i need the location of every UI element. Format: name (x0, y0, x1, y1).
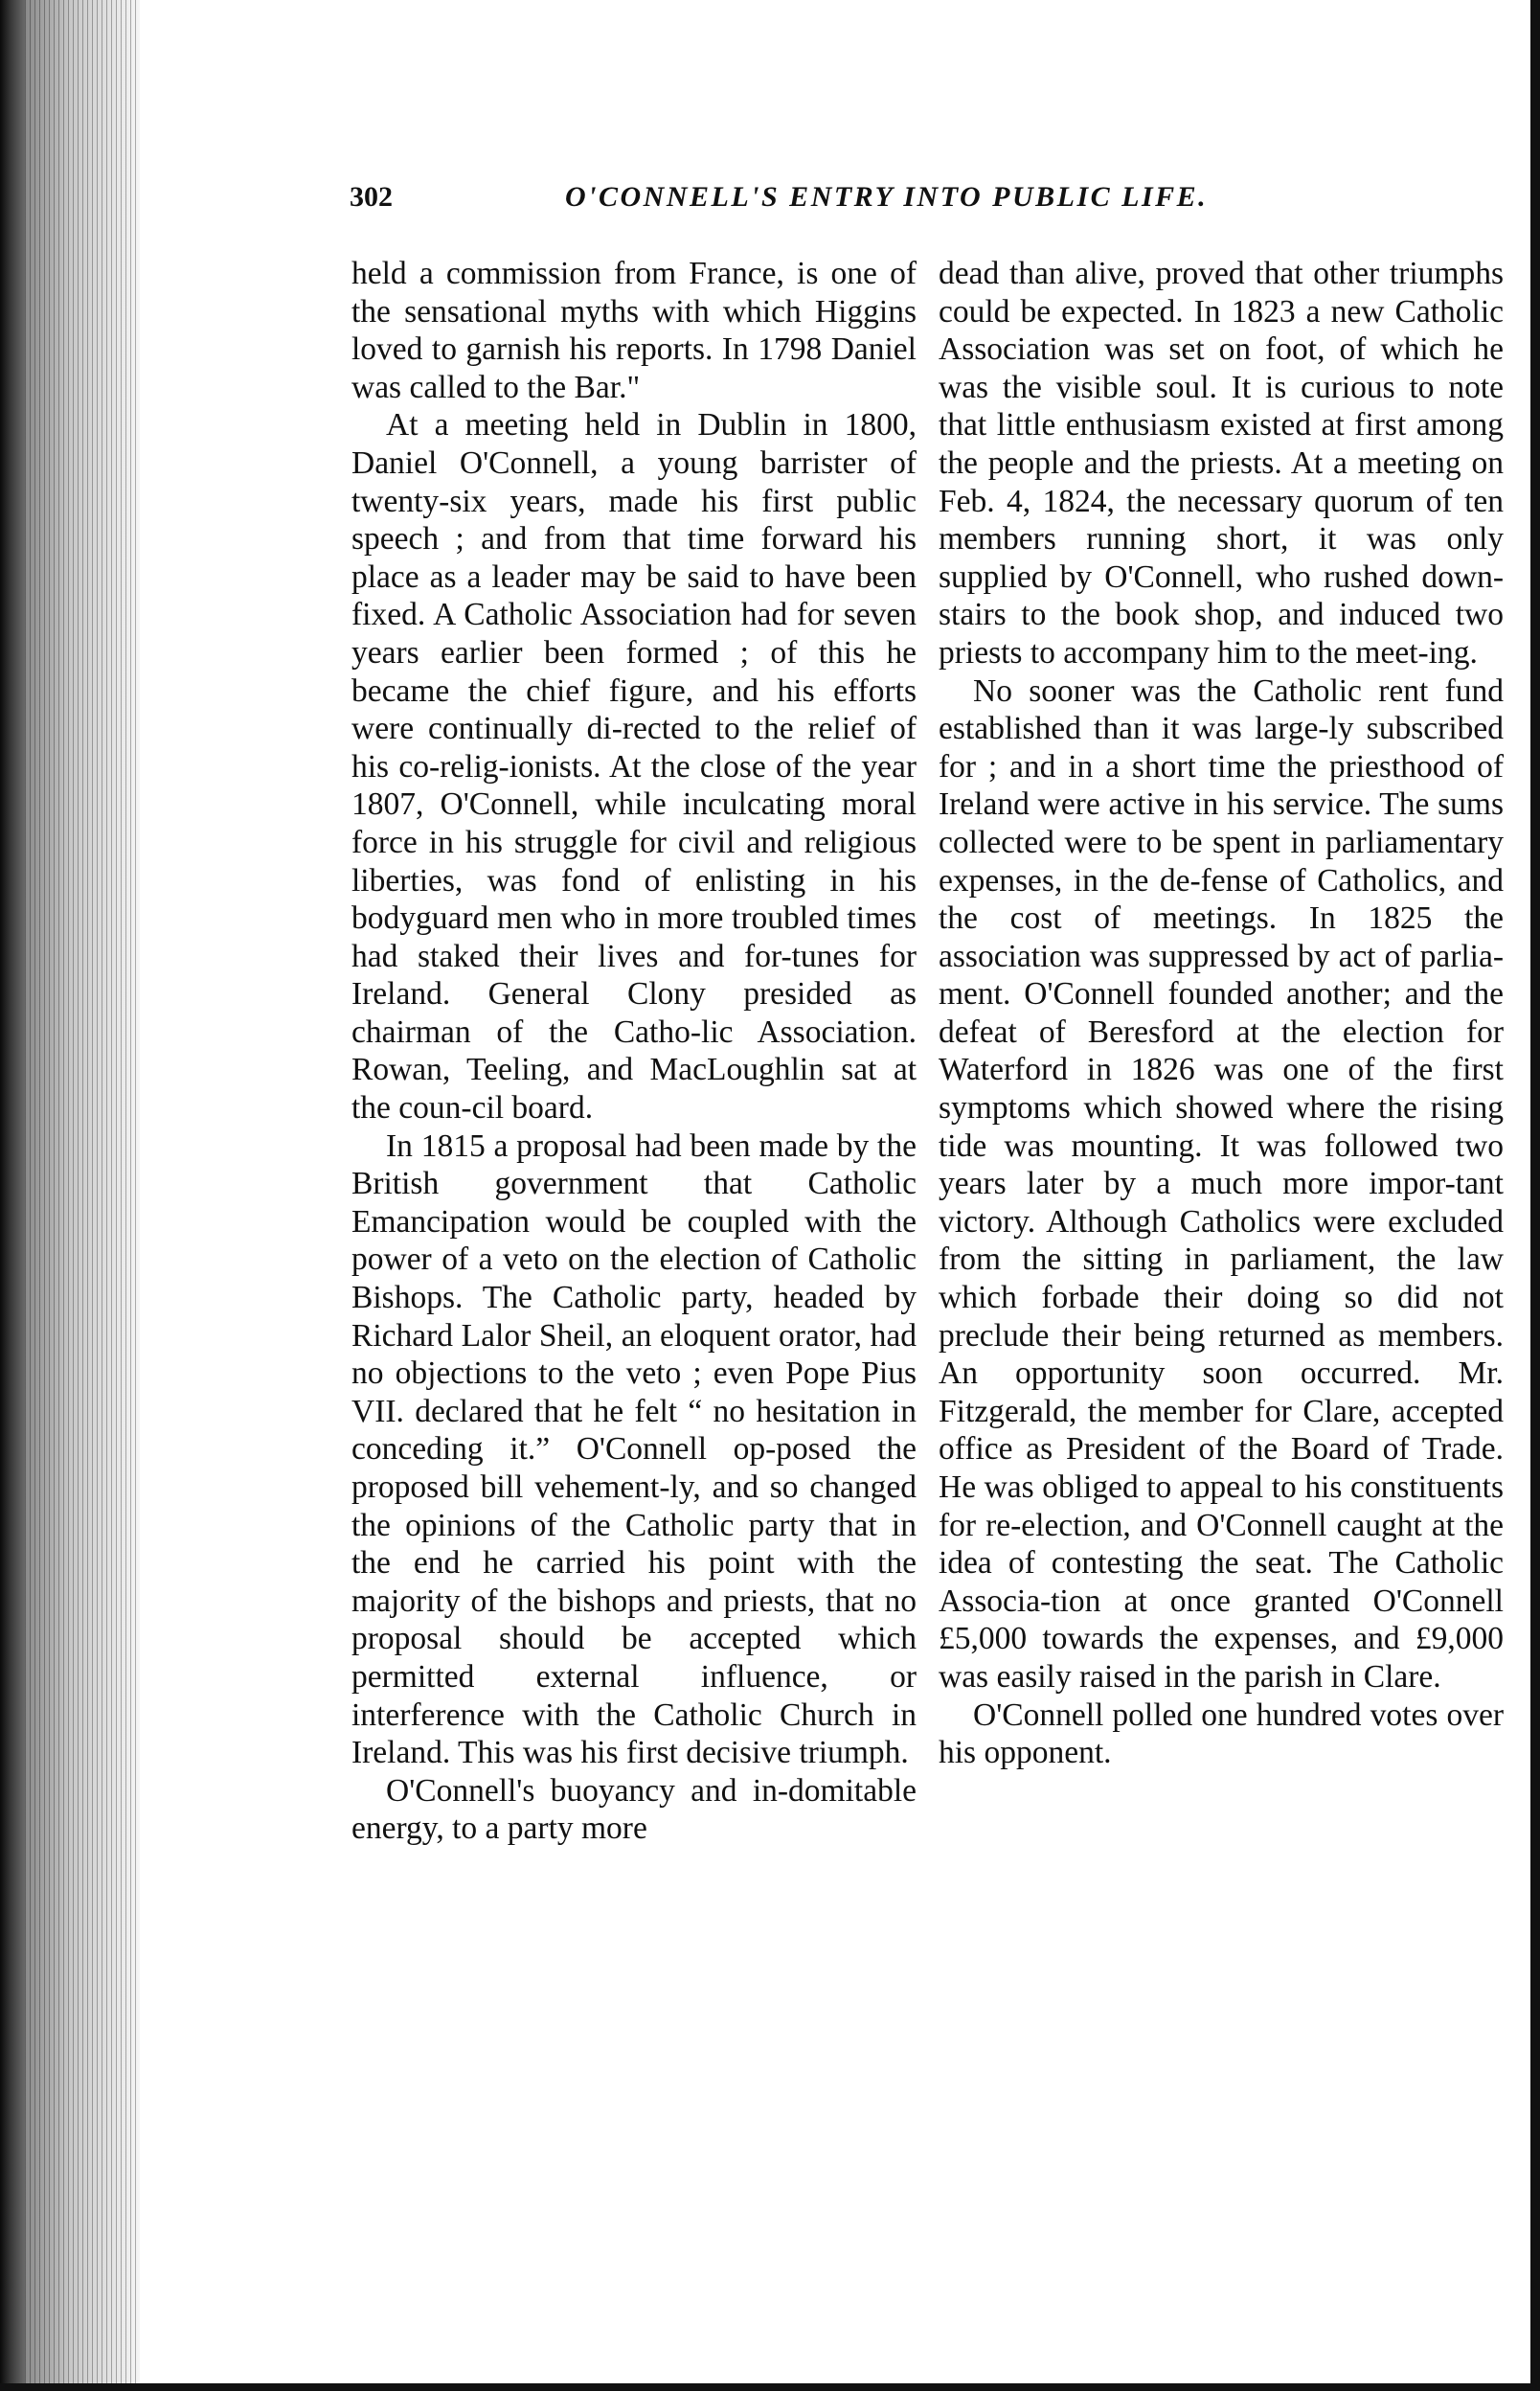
running-title: O'CONNELL'S ENTRY INTO PUBLIC LIFE. (565, 181, 1209, 213)
paragraph: O'Connell polled one hundred votes over his opponent. (939, 1696, 1504, 1771)
paragraph: held a commission from France, is one of the sensational myths with which Higgins loved to garnish his reports. In 1798 Daniel was called to the Bar." (351, 256, 917, 405)
paragraph: At a meeting held in Dublin in 1800, Daniel O'Connell, a young barrister of twenty-six years, made his first public speech ; and from that time forward his place as a leader may be said to have been fixed. A Catholic Association had for seven years earlier been formed ; of this he became the chief figure, and his efforts were continually di-rected to the relief of his co-relig-ionists. At the close of the year 1807, O'Connell, while inculcating moral force in his struggle for civil and religious liberties, was fond of enlisting in his bodyguard men who in more troubled times had staked their lives and for-tunes for Ireland. General Clony presided as chairman of the Catho-lic Association. Rowan, Teeling, and MacLoughlin sat at the coun-cil board. (351, 407, 917, 1127)
page-number: 302 (350, 181, 393, 213)
paragraph: In 1815 a proposal had been made by the British government that Catholic Emancipation would be coupled with the power of a veto on the election of Catholic Bishops. The Catholic party, headed by Richard Lalor Sheil, an eloquent orator, had no objections to the veto ; even Pope Pius VII. declared that he felt “ no hesitation in conceding it.” O'Connell op-posed the proposed bill vehement-ly, and so changed the opinions of the Catholic party that in the end he carried his point with the majority of the bishops and priests, that no proposal should be accepted which permitted external influence, or interference with the Catholic Church in Ireland. This was his first decisive triumph. (351, 1127, 917, 1771)
page-edges (25, 0, 140, 2391)
paragraph: No sooner was the Catholic rent fund established than it was large-ly subscribed for ; and in a short time the priesthood of Ireland were active in his service. The sums collected were to be spent in parliamentary expenses, in the de-fense of Catholics, and the cost of meetings. In 1825 the association was suppressed by act of parlia-ment. O'Connell founded another; and the defeat of Beresford at the election for Waterford in 1826 was one of the first symptoms which showed where the rising tide was mounting. It was followed two years later by a much more impor-tant victory. Although Catholics were excluded from the sitting in parliament, the law which forbade their doing so did not preclude their being returned as members. An opportunity soon occurred. Mr. Fitzgerald, the member for Clare, accepted office as President of the Board of Trade. He was obliged to appeal to his constituents for re-election, and O'Connell caught at the idea of contesting the seat. The Catholic Associa-tion at once granted O'Connell £5,000 towards the expenses, and £9,000 was easily raised in the parish in Clare. (939, 672, 1504, 1695)
right-column (939, 255, 1504, 1772)
scan-border-right (1530, 0, 1540, 2391)
paragraph: O'Connell's buoyancy and in-domitable energy, to a party more (351, 1772, 917, 1847)
running-head (350, 178, 1279, 216)
paragraph: dead than alive, proved that other triumphs could be expected. In 1823 a new Catholic Association was set on foot, of which he was the visible soul. It is curious to note that little enthusiasm existed at first among the people and the priests. At a meeting on Feb. 4, 1824, the necessary quorum of ten members running short, it was only supplied by O'Connell, who rushed down-stairs to the book shop, and induced two priests to accompany him to the meet-ing. (939, 256, 1504, 671)
scan-border-bottom (0, 2383, 1540, 2391)
left-column (351, 255, 917, 1848)
binding-shadow (0, 0, 25, 2391)
